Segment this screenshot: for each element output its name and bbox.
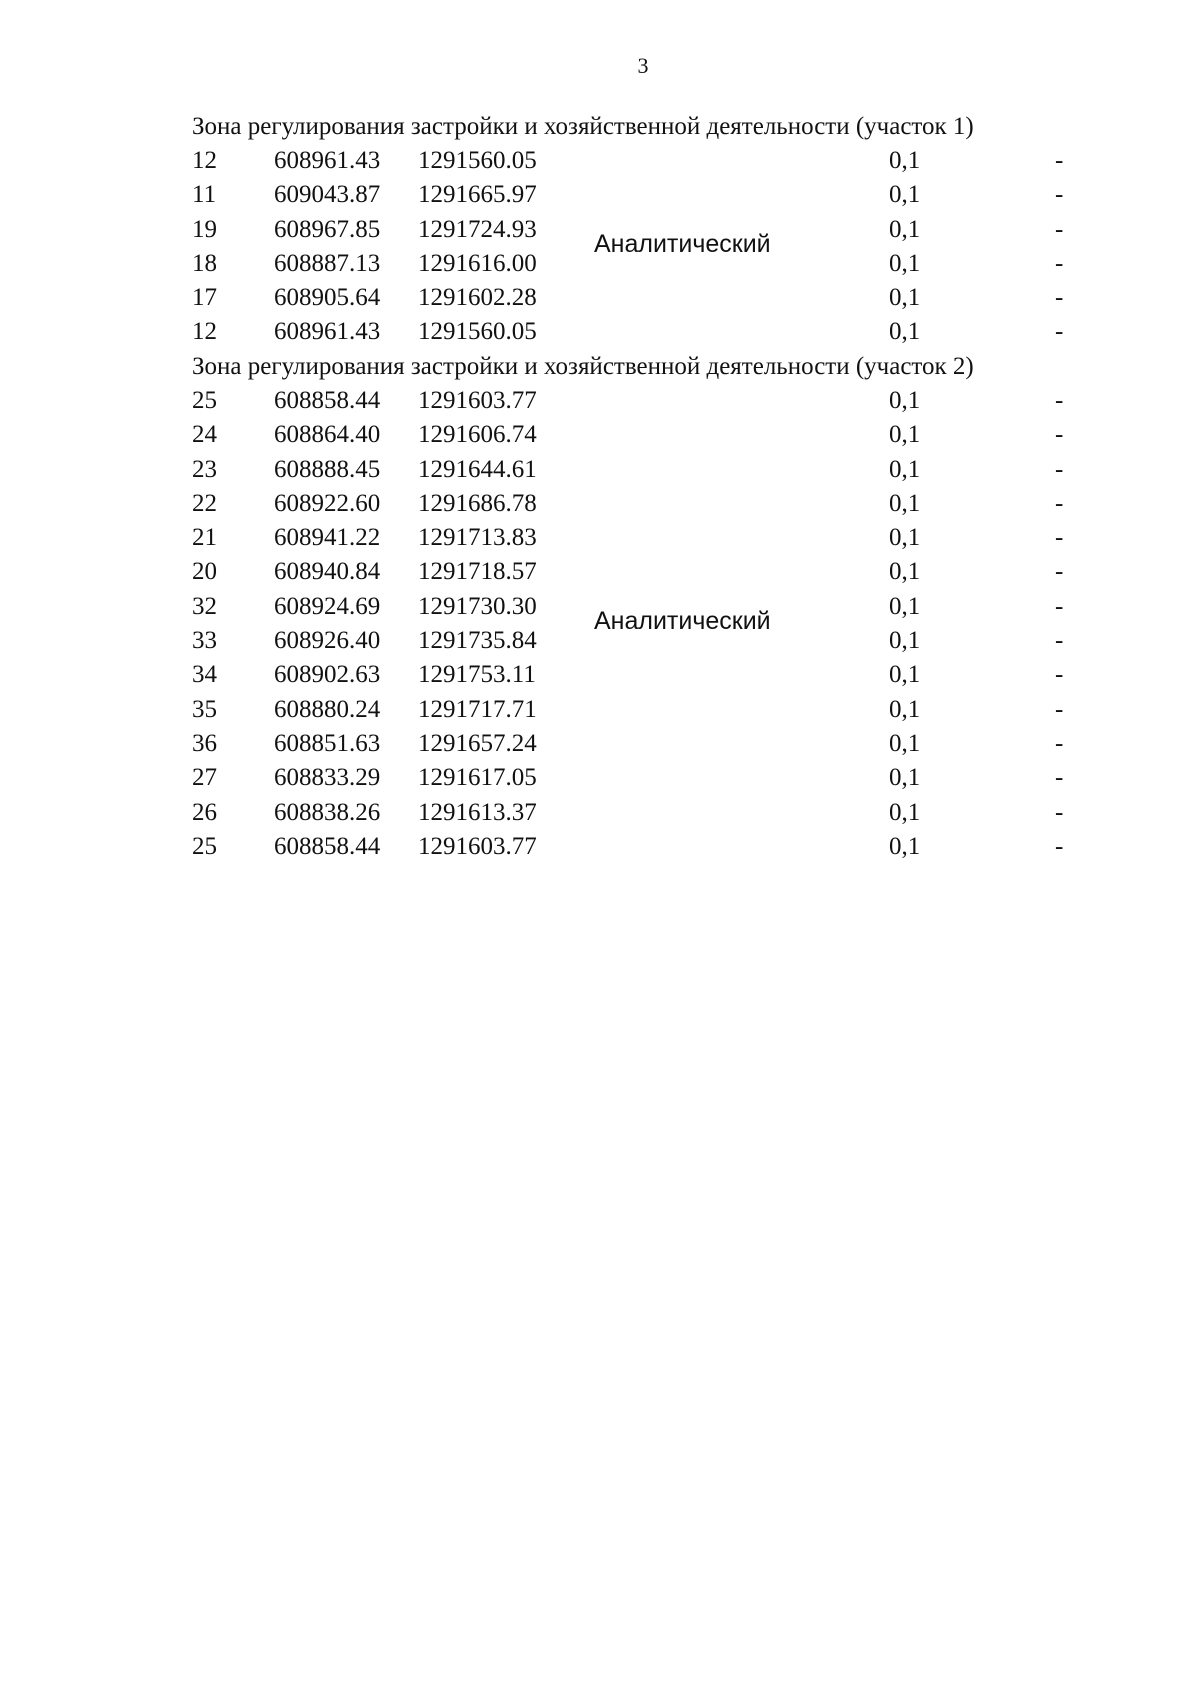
note-value: - — [1055, 524, 1064, 552]
table-row — [192, 727, 1112, 761]
y-coordinate: 1291560.05 — [418, 147, 537, 174]
accuracy-value: 0,1 — [889, 455, 921, 483]
accuracy-value: 0,1 — [889, 627, 921, 655]
point-number: 25 — [192, 832, 217, 860]
table-row — [192, 144, 1112, 178]
y-coordinate: 1291730.30 — [418, 592, 537, 620]
x-coordinate: 608922.60 — [274, 489, 381, 517]
accuracy-value: 0,1 — [889, 421, 921, 449]
table-row — [192, 658, 1112, 692]
point-number: 25 — [192, 387, 217, 414]
point-number: 36 — [192, 729, 217, 757]
table-row — [192, 453, 1112, 487]
note-value: - — [1055, 695, 1064, 723]
point-number: 33 — [192, 627, 217, 655]
zone-title: Зона регулирования застройки и хозяйственной деятельности (участок 2) — [192, 353, 974, 380]
note-value: - — [1055, 318, 1064, 346]
x-coordinate: 608967.85 — [274, 215, 381, 243]
table-row — [192, 555, 1112, 589]
accuracy-value: 0,1 — [889, 215, 921, 243]
y-coordinate: 1291617.05 — [418, 764, 537, 792]
point-number: 20 — [192, 558, 217, 586]
accuracy-value: 0,1 — [889, 661, 921, 689]
note-value: - — [1055, 592, 1064, 620]
method-label: Аналитический — [594, 230, 771, 258]
y-coordinate: 1291606.74 — [418, 421, 537, 449]
x-coordinate: 608902.63 — [274, 661, 381, 689]
x-coordinate: 608858.44 — [274, 832, 381, 860]
y-coordinate: 1291713.83 — [418, 524, 537, 552]
note-value: - — [1055, 215, 1064, 243]
y-coordinate: 1291665.97 — [418, 181, 537, 209]
y-coordinate: 1291686.78 — [418, 489, 537, 517]
y-coordinate: 1291603.77 — [418, 832, 537, 860]
y-coordinate: 1291603.77 — [418, 387, 537, 414]
point-number: 12 — [192, 318, 217, 346]
note-value: - — [1055, 181, 1064, 209]
x-coordinate: 608880.24 — [274, 695, 381, 723]
note-value: - — [1055, 249, 1064, 277]
x-coordinate: 608833.29 — [274, 764, 381, 792]
point-number: 17 — [192, 284, 217, 312]
x-coordinate: 608858.44 — [274, 387, 381, 414]
point-number: 27 — [192, 764, 217, 792]
x-coordinate: 608961.43 — [274, 318, 381, 346]
accuracy-value: 0,1 — [889, 832, 921, 860]
accuracy-value: 0,1 — [889, 558, 921, 586]
accuracy-value: 0,1 — [889, 764, 921, 792]
page-number: 3 — [637, 53, 649, 78]
y-coordinate: 1291644.61 — [418, 455, 537, 483]
note-value: - — [1055, 421, 1064, 449]
y-coordinate: 1291560.05 — [418, 318, 537, 346]
accuracy-value: 0,1 — [889, 181, 921, 209]
point-number: 24 — [192, 421, 217, 449]
x-coordinate: 608838.26 — [274, 798, 381, 826]
table-row — [192, 418, 1112, 452]
note-value: - — [1055, 661, 1064, 689]
y-coordinate: 1291717.71 — [418, 695, 537, 723]
point-number: 22 — [192, 489, 217, 517]
y-coordinate: 1291613.37 — [418, 798, 537, 826]
accuracy-value: 0,1 — [889, 524, 921, 552]
note-value: - — [1055, 455, 1064, 483]
accuracy-value: 0,1 — [889, 592, 921, 620]
zone-section-1 — [192, 110, 1112, 350]
point-number: 21 — [192, 524, 217, 552]
table-row — [192, 521, 1112, 555]
accuracy-value: 0,1 — [889, 489, 921, 517]
x-coordinate: 608887.13 — [274, 249, 381, 277]
x-coordinate: 608851.63 — [274, 729, 381, 757]
note-value: - — [1055, 729, 1064, 757]
y-coordinate: 1291724.93 — [418, 215, 537, 243]
y-coordinate: 1291753.11 — [418, 661, 536, 689]
note-value: - — [1055, 764, 1064, 792]
point-number: 18 — [192, 249, 217, 277]
y-coordinate: 1291718.57 — [418, 558, 537, 586]
accuracy-value: 0,1 — [889, 318, 921, 346]
x-coordinate: 609043.87 — [274, 181, 381, 209]
x-coordinate: 608864.40 — [274, 421, 381, 449]
note-value: - — [1055, 558, 1064, 586]
table-row — [192, 693, 1112, 727]
point-number: 32 — [192, 592, 217, 620]
x-coordinate: 608888.45 — [274, 455, 381, 483]
y-coordinate: 1291616.00 — [418, 249, 537, 277]
table-row — [192, 796, 1112, 830]
point-number: 11 — [192, 181, 217, 209]
y-coordinate: 1291735.84 — [418, 627, 537, 655]
table-row — [192, 178, 1112, 212]
note-value: - — [1055, 627, 1064, 655]
accuracy-value: 0,1 — [889, 798, 921, 826]
note-value: - — [1055, 798, 1064, 826]
y-coordinate: 1291657.24 — [418, 729, 537, 757]
table-row — [192, 487, 1112, 521]
note-value: - — [1055, 147, 1064, 174]
table-row — [192, 281, 1112, 315]
zone-title: Зона регулирования застройки и хозяйственной деятельности (участок 1) — [192, 113, 974, 140]
method-label: Аналитический — [594, 607, 771, 635]
point-number: 26 — [192, 798, 217, 826]
point-number: 23 — [192, 455, 217, 483]
point-number: 12 — [192, 147, 217, 174]
accuracy-value: 0,1 — [889, 249, 921, 277]
zone-section-2 — [192, 350, 1112, 864]
table-row — [192, 384, 1112, 418]
note-value: - — [1055, 387, 1064, 414]
note-value: - — [1055, 489, 1064, 517]
table-row — [192, 830, 1112, 864]
x-coordinate: 608926.40 — [274, 627, 381, 655]
table-row — [192, 315, 1112, 349]
accuracy-value: 0,1 — [889, 147, 921, 174]
point-number: 19 — [192, 215, 217, 243]
point-number: 34 — [192, 661, 217, 689]
note-value: - — [1055, 832, 1064, 860]
x-coordinate: 608940.84 — [274, 558, 381, 586]
x-coordinate: 608924.69 — [274, 592, 381, 620]
x-coordinate: 608905.64 — [274, 284, 381, 312]
x-coordinate: 608961.43 — [274, 147, 381, 174]
accuracy-value: 0,1 — [889, 695, 921, 723]
note-value: - — [1055, 284, 1064, 312]
point-number: 35 — [192, 695, 217, 723]
x-coordinate: 608941.22 — [274, 524, 381, 552]
accuracy-value: 0,1 — [889, 729, 921, 757]
accuracy-value: 0,1 — [889, 387, 921, 414]
table-row — [192, 761, 1112, 795]
accuracy-value: 0,1 — [889, 284, 921, 312]
y-coordinate: 1291602.28 — [418, 284, 537, 312]
